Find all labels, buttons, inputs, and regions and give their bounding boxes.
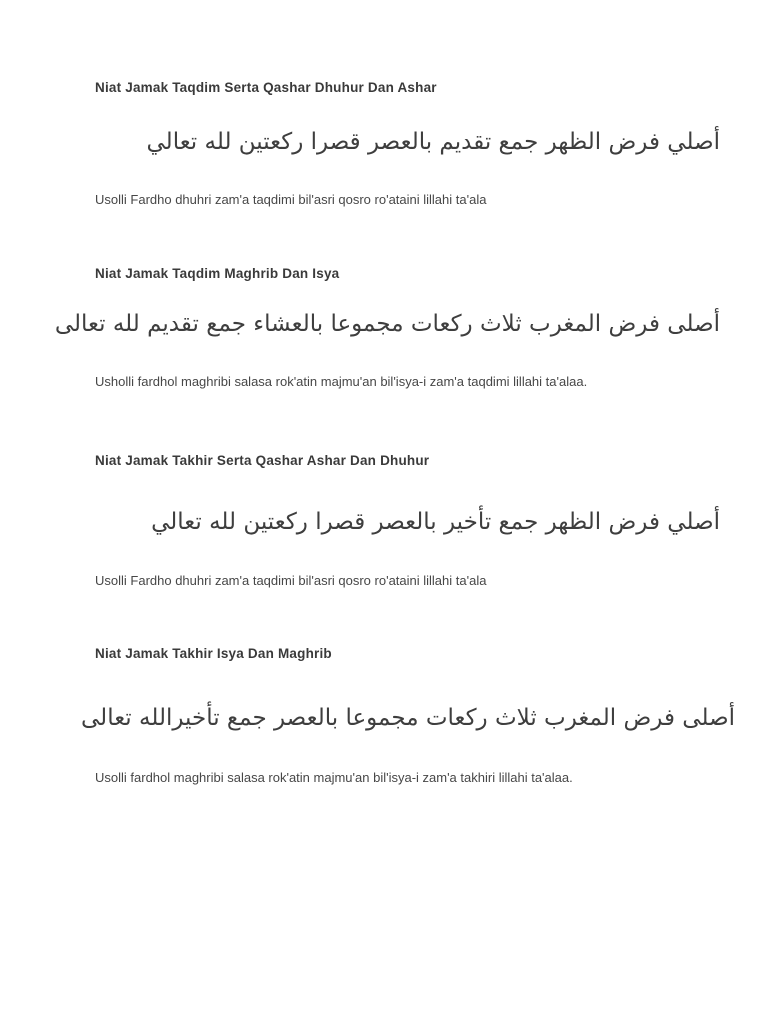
- transliteration-text: Usholli fardhol maghribi salasa rok'atin majmu'an bil'isya-i zam'a taqdimi lillahi ta'alaa.: [95, 374, 588, 389]
- transliteration-text: Usolli fardhol maghribi salasa rok'atin majmu'an bil'isya-i zam'a takhiri lillahi ta'alaa.: [95, 770, 573, 785]
- arabic-text: أصلى فرض المغرب ثلاث ركعات مجموعا بالعصر جمع تأخيرالله تعالى: [81, 705, 735, 731]
- section-heading: Niat Jamak Taqdim Maghrib Dan Isya: [95, 266, 340, 281]
- arabic-text: أصلي فرض الظهر جمع تقديم بالعصر قصرا ركعتين لله تعالي: [146, 129, 720, 155]
- section-heading: Niat Jamak Takhir Serta Qashar Ashar Dan Dhuhur: [95, 453, 430, 468]
- section-heading: Niat Jamak Taqdim Serta Qashar Dhuhur Dan Ashar: [95, 80, 437, 95]
- transliteration-text: Usolli Fardho dhuhri zam'a taqdimi bil'asri qosro ro'ataini lillahi ta'ala: [95, 192, 487, 207]
- section-heading: Niat Jamak Takhir Isya Dan Maghrib: [95, 646, 332, 661]
- arabic-text: أصلى فرض المغرب ثلاث ركعات مجموعا بالعشاء جمع تقديم لله تعالى: [54, 311, 720, 337]
- arabic-text: أصلي فرض الظهر جمع تأخير بالعصر قصرا ركعتين لله تعالي: [151, 509, 720, 535]
- transliteration-text: Usolli Fardho dhuhri zam'a taqdimi bil'asri qosro ro'ataini lillahi ta'ala: [95, 573, 487, 588]
